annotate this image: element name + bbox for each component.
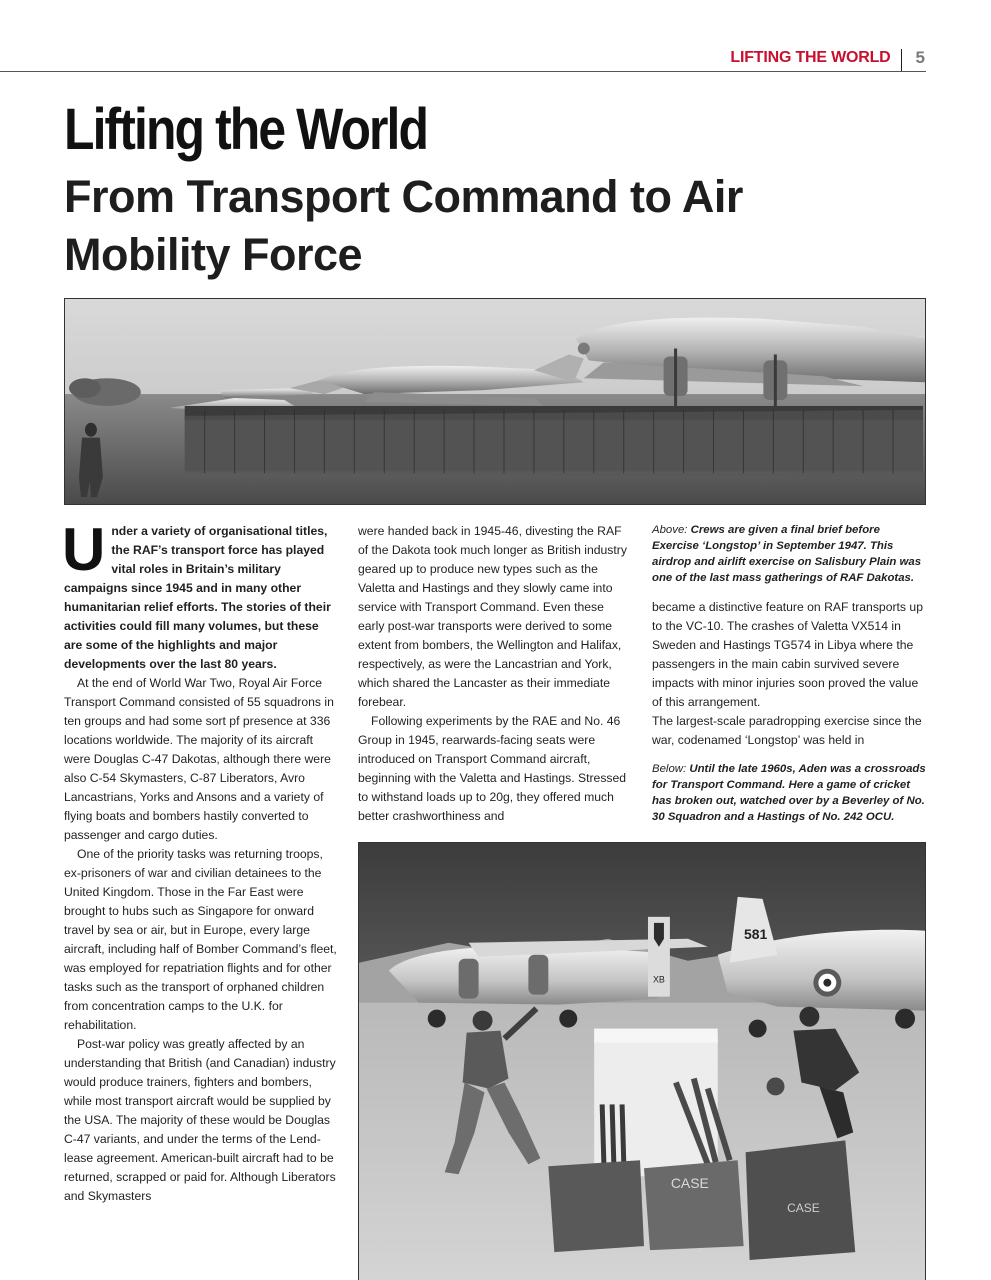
lead-paragraph-text: nder a variety of organisational titles, the RAF’s transport force has played vital roles in Britain’s military campaigns since 1945 and in many other humanitarian relief efforts. The stories of their activities could fill many volumes, but these are some of the highlights and major developments over the last 80 years. — [64, 524, 331, 671]
lead-paragraph — [62, 516, 338, 674]
body-paragraph: Post-war policy was greatly affected by an understanding that British (and Canadian) industry would produce trainers, fighters and bombers, while most transport aircraft would be supplied by the USA. The majority of these would be Douglas C-47 variants, and under the terms of the Lend-lease agreement. American-built aircraft had to be returned, scrapped or paid for. Although Liberators and Skymasters — [64, 1037, 336, 1203]
page-number: 5 — [915, 48, 925, 67]
body-paragraph: Following experiments by the RAE and No. 46 Group in 1945, rearwards-facing seats were introduced on Transport Command aircraft, beginning with the Valetta and Hastings. Stressed to withstand loads up to 20g, they offered much better crashworthiness and — [358, 714, 627, 823]
caption-below — [652, 761, 926, 825]
caption-text: Until the late 1960s, Aden was a crossroads for Transport Command. Here a game of cricket has broken out, watched over by a Beverley of No. 30 Squadron and a Hastings of No. 242 OCU. — [652, 763, 926, 823]
hastings-serial: 581 — [743, 925, 768, 942]
dakota-parade-photo — [64, 298, 926, 505]
drop-cap: U — [62, 516, 106, 583]
aden-cricket-image — [359, 843, 925, 1280]
crate-stencil: CASE — [670, 1175, 709, 1192]
running-head — [730, 46, 925, 70]
article-subtitle: From Transport Command to Air Mobility Force — [64, 171, 743, 280]
article-title: Lifting the World — [64, 97, 428, 162]
running-head-title: LIFTING THE WORLD — [730, 49, 891, 66]
running-head-divider — [901, 49, 902, 71]
body-paragraph: were handed back in 1945-46, divesting the RAF of the Dakota took much longer as British industry geared up to produce new types such as the Valetta and Hastings and they slowly came into service with Transport Command. Even these early post-war transports were derived to some extent from bombers, the Wellington and Halifax, respectively, as were the Lancastrian and York, which shared the Lancaster as their immediate forebear. — [358, 524, 627, 709]
body-paragraph: At the end of World War Two, Royal Air Force Transport Command consisted of 55 squadrons in ten groups and had some sort pf presence at 336 locations worldwide. The majority of its aircraft were Douglas C-47 Dakotas, although there were also C-54 Skymasters, C-87 Liberators, Avro Lancastrians, Yorks and Ansons and a variety of flying boats and bombers hastily converted to passenger and cargo duties. — [64, 676, 334, 842]
crate-stencil: CASE — [787, 1201, 820, 1216]
header-rule — [0, 71, 926, 72]
airmen-ranks — [185, 406, 923, 477]
article-column-2 — [358, 522, 632, 826]
beverley-serial: XB — [652, 974, 665, 985]
article-column-1 — [62, 516, 338, 1206]
dakota-parade-image — [65, 299, 925, 504]
caption-label: Above: — [652, 524, 688, 536]
article-column-3 — [652, 598, 926, 750]
caption-above — [652, 522, 926, 586]
body-paragraph: One of the priority tasks was returning troops, ex-prisoners of war and civilian detainees to the United Kingdom. Those in the Far East were brought to hubs such as Singapore for onward travel by sea or air, but in Europe, every large aircraft, including half of Bomber Command’s fleet, was employed for repatriation flights and for other tasks such as the transport of orphaned children from concentration camps to the U.K. for rehabilitation. — [64, 847, 337, 1032]
caption-text: Crews are given a final brief before Exercise ‘Longstop’ in September 1947. This airdrop and airlift exercise on Salisbury Plain was one of the last mass gatherings of RAF Dakotas. — [652, 524, 922, 584]
caption-label: Below: — [652, 763, 687, 775]
aden-cricket-photo — [358, 842, 926, 1280]
body-paragraph: The largest-scale paradropping exercise since the war, codenamed ‘Longstop’ was held in — [652, 714, 922, 747]
body-paragraph: became a distinctive feature on RAF transports up to the VC-10. The crashes of Valetta VX514 in Sweden and Hastings TG574 in Libya where the passengers in the main cabin survived severe impacts with minor injuries soon proved the value of this arrangement. — [652, 600, 923, 709]
